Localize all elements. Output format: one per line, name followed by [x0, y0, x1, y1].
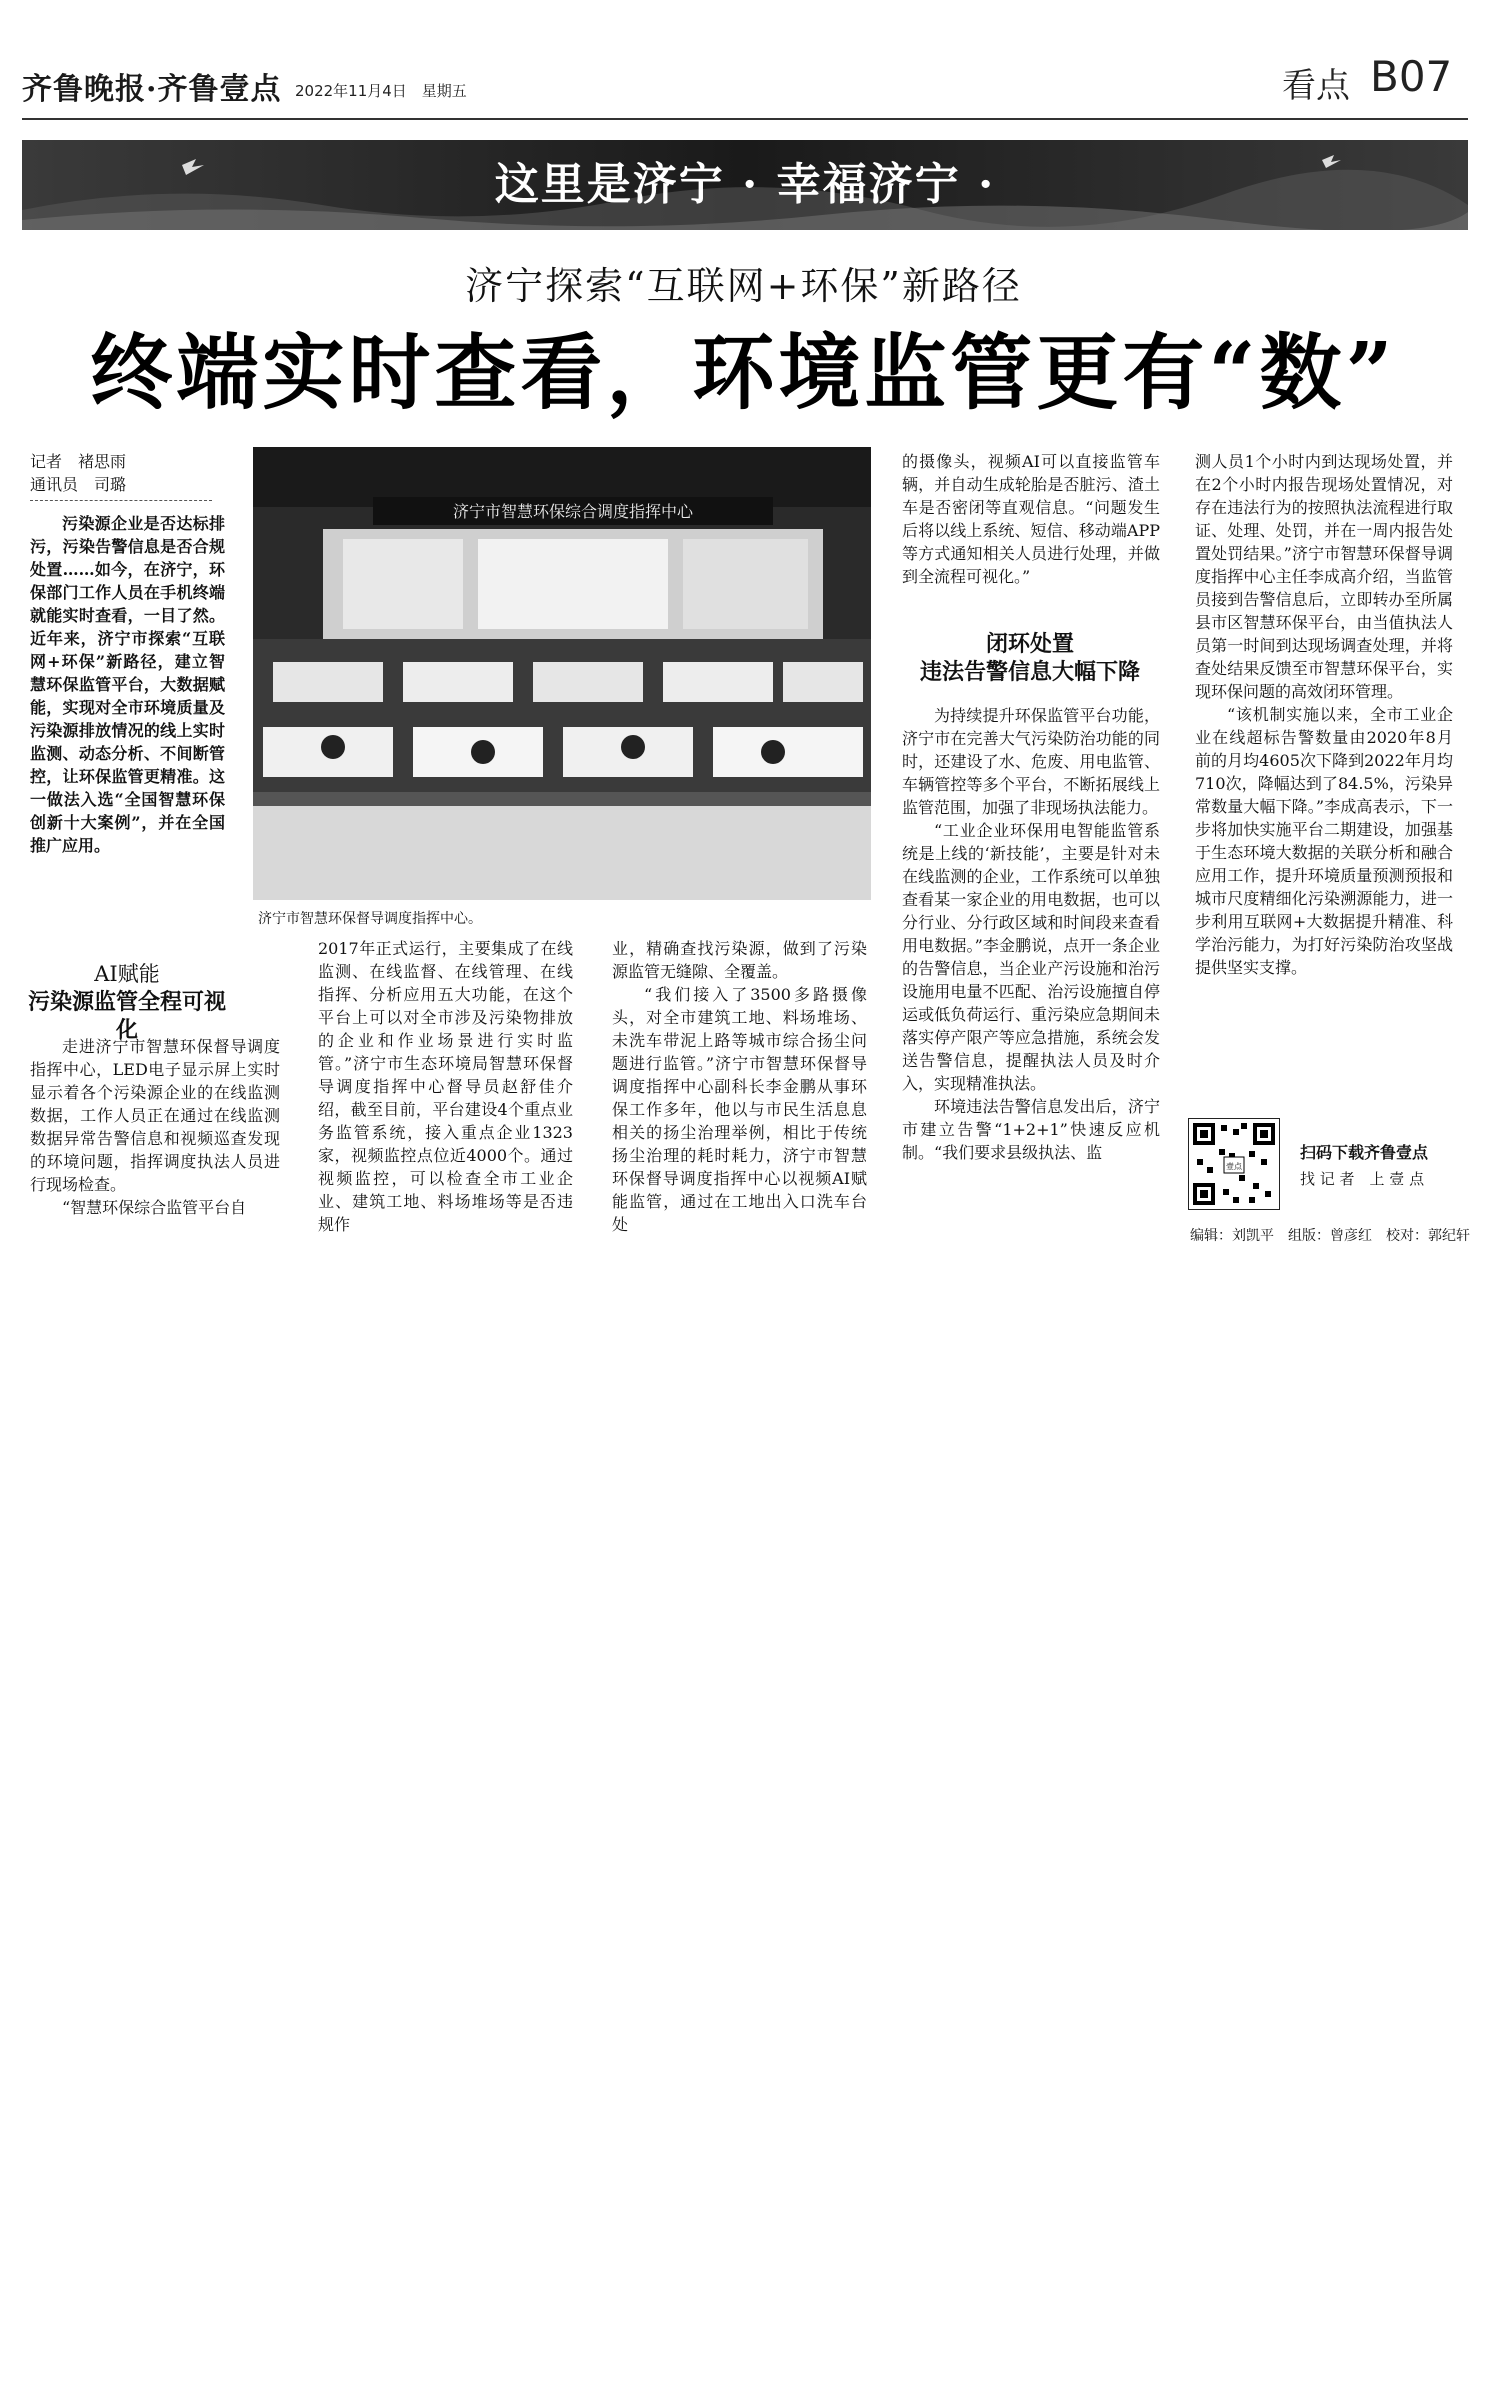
- paragraph: “我们接入了3500多路摄像头，对全市建筑工地、料场堆场、未洗车带泥上路等城市综合扬尘问题进行监管。”济宁市智慧环保督导调度指挥中心副科长李金鹏从事环保工作多年，他以与市民生活息息相关的扬尘治理举例，相比于传统扬尘治理的耗时耗力，济宁市智慧环保督导调度指挥中心以视频AI赋能监管，通过在工地出入口洗车台处: [612, 985, 867, 1234]
- qr-code-graphic: [1189, 1119, 1279, 1209]
- article-lead: [30, 512, 225, 857]
- paragraph: “工业企业环保用电智能监管系统是上线的‘新技能’，主要是针对未在线监测的企业，工作系统可以单独查看某一家企业的用电数据，也可以分行业、分行政区域和时间段来查看用电数据。”李金鹏说，点开一条企业的告警信息，当企业产污设施和治污设施用电量不匹配、治污设施擅自停运或低负荷运行、重污染应急期间未落实停产限产等应急措施，系统会发送告警信息，提醒执法人员及时介入，实现精准执法。: [902, 821, 1160, 1093]
- paragraph: 走进济宁市智慧环保督导调度指挥中心，LED电子显示屏上实时显示着各个污染源企业的在线监测数据，工作人员正在通过在线监测数据异常告警信息和视频巡查发现的环境问题，指挥调度执法人员进行现场检查。: [30, 1037, 280, 1194]
- section1-head2: 污染源监管全程可视化: [27, 989, 226, 1043]
- section1-head1: AI赋能: [94, 962, 160, 986]
- qr-code[interactable]: [1188, 1118, 1280, 1210]
- issue-date: 2022年11月4日 星期五: [295, 82, 467, 100]
- photo-caption: 济宁市智慧环保督导调度指挥中心。: [258, 911, 482, 927]
- column-4-body-bottom: [902, 704, 1160, 1164]
- byline-rule: [30, 500, 212, 501]
- column-5-body: [1195, 450, 1453, 979]
- byline-correspondent: 通讯员 司璐: [30, 475, 127, 494]
- section2-heading: [895, 630, 1165, 686]
- section-name: 看点: [1282, 66, 1350, 106]
- editor-credits: 编辑：刘凯平 组版：曾彦红 校对：郭纪轩: [1190, 1228, 1470, 1244]
- section2-head1: 闭环处置: [985, 631, 1074, 657]
- lead-paragraph: 污染源企业是否达标排污，污染告警信息是否合规处置……如今，在济宁，环保部门工作人员在手机终端就能实时查看，一目了然。近年来，济宁市探索“互联网+环保”新路径，建立智慧环保监管平台，大数据赋能，实现对全市环境质量及污染源排放情况的线上实时监测、动态分析、不间断管控，让环保监管更精准。这一做法入选“全国智慧环保创新十大案例”，并在全国推广应用。: [30, 514, 225, 855]
- column-1-body: [30, 1035, 280, 1219]
- section2-head2: 违法告警信息大幅下降: [919, 659, 1140, 685]
- paragraph: 业，精确查找污染源，做到了污染源监管无缝隙、全覆盖。: [612, 939, 867, 981]
- column-3-body: [612, 937, 867, 1236]
- paragraph: 的摄像头，视频AI可以直接监管车辆，并自动生成轮胎是否脏污、渣土车是否密闭等直观信息。“问题发生后将以线上系统、短信、移动端APP等方式通知相关人员进行处理，并做到全流程可视化。”: [902, 452, 1160, 586]
- command-center-photo: [253, 447, 871, 900]
- paragraph: 为持续提升环保监管平台功能，济宁市在完善大气污染防治功能的同时，还建设了水、危废、用电监管、车辆管控等多个平台，不断拓展线上监管范围，加强了非现场执法能力。: [902, 706, 1160, 817]
- paragraph: “该机制实施以来，全市工业企业在线超标告警数量由2020年8月前的月均4605次下降到2022年月均710次，降幅达到了84.5%，污染异常数量大幅下降。”李成高表示，下一步将加快实施平台二期建设，加强基于生态环境大数据的关联分析和融合应用工作，提升环境质量预测预报和城市尺度精细化污染溯源能力，进一步利用互联网+大数据提升精准、科学治污能力，为打好污染防治攻坚战提供坚实支撑。: [1195, 705, 1453, 977]
- banner-title: 这里是济宁 · 幸福济宁 ·: [494, 159, 996, 210]
- paragraph: 测人员1个小时内到达现场处置，并在2个小时内报告现场处置情况，对存在违法行为的按照执法流程进行取证、处理、处罚，并在一周内报告处置处罚结果。”济宁市智慧环保督导调度指挥中心主任李成高介绍，当监管员接到告警信息后，立即转办至所属县市区智慧环保平台，由当值执法人员第一时间到达现场调查处理，并将查处结果反馈至市智慧环保平台，实现环保问题的高效闭环管理。: [1195, 452, 1453, 701]
- article-subtitle: 济宁探索“互联网+环保”新路径: [465, 264, 1022, 308]
- qr-center-logo: 壹点: [1226, 1162, 1242, 1171]
- article-photo: [253, 447, 871, 900]
- article-title: 终端实时查看，环境监管更有“数”: [90, 325, 1397, 421]
- qr-find-reporter-text: 找 记 者 上 壹 点: [1300, 1170, 1425, 1188]
- paragraph: “智慧环保综合监管平台自: [62, 1198, 247, 1217]
- photo-screen-label: 济宁市智慧环保综合调度指挥中心: [452, 502, 694, 521]
- masthead: [22, 70, 282, 110]
- column-2-body: [318, 937, 573, 1236]
- byline: [30, 450, 220, 496]
- qr-download-text: 扫码下载齐鲁壹点: [1300, 1143, 1429, 1162]
- column-4-body-top: [902, 450, 1160, 588]
- paragraph: 2017年正式运行，主要集成了在线监测、在线监督、在线管理、在线指挥、分析应用五大功能，在这个平台上可以对全市涉及污染物排放的企业和作业场景进行实时监管。”济宁市生态环境局智慧环保督导调度指挥中心督导员赵舒佳介绍，截至目前，平台建设4个重点业务监管系统，接入重点企业1323家，视频监控点位近4000个。通过视频监控，可以检查全市工业企业、建筑工地、料场堆场等是否违规作: [318, 939, 573, 1234]
- masthead-logo: 齐鲁晚报·齐鲁壹点: [22, 72, 282, 107]
- paragraph: 环境违法告警信息发出后，济宁市建立告警“1+2+1”快速反应机制。“我们要求县级执法、监: [902, 1097, 1160, 1162]
- section1-heading: [22, 960, 232, 1044]
- page-number: B07: [1370, 52, 1453, 101]
- header-rule: [22, 118, 1468, 120]
- byline-reporter: 记者 褚思雨: [30, 452, 127, 471]
- column-banner: [22, 140, 1468, 230]
